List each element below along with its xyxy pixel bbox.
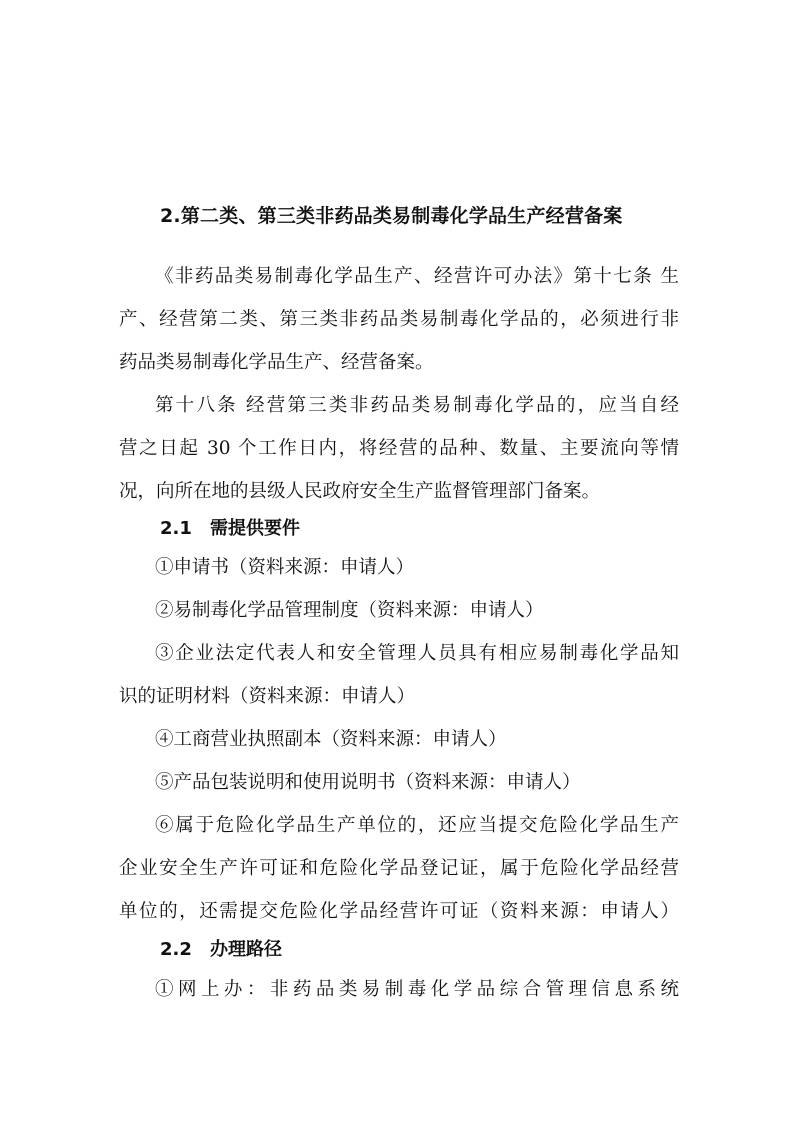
requirement-item-1 bbox=[155, 546, 715, 590]
para2-line3 bbox=[119, 470, 679, 514]
section-heading: 2.第二类、第三类非药品类易制毒化学品生产经营备案 bbox=[160, 205, 623, 227]
para1-line1-text: 《非药品类易制毒化学品生产、经营许可办法》第十七条 生 bbox=[155, 266, 679, 287]
para1-line2-text: 产、经营第二类、第三类非药品类易制毒化学品的，必须进行非 bbox=[119, 309, 679, 330]
requirement-item-2 bbox=[155, 589, 715, 633]
para2-line1-text: 第十八条 经营第三类非药品类易制毒化学品的，应当自经 bbox=[155, 395, 679, 416]
subheading-2-2-title: 办理路径 bbox=[210, 939, 282, 960]
requirement-item-4-text: ④工商营业执照副本（资料来源：申请人） bbox=[155, 729, 507, 750]
para2-line3-text: 况，向所在地的县级人民政府安全生产监督管理部门备案。 bbox=[119, 481, 601, 502]
para1-line3-text: 药品类易制毒化学品生产、经营备案。 bbox=[119, 352, 434, 373]
requirement-item-2-text: ②易制毒化学品管理制度（资料来源：申请人） bbox=[155, 600, 544, 621]
requirement-item-3-line2 bbox=[119, 675, 679, 719]
requirement-item-6-line3 bbox=[119, 890, 679, 934]
para2-line2-text: 营之日起 30 个工作日内，将经营的品种、数量、主要流向等情 bbox=[119, 438, 679, 459]
requirement-item-5-text: ⑤产品包装说明和使用说明书（资料来源：申请人） bbox=[155, 772, 581, 793]
para1-line1 bbox=[155, 255, 679, 299]
requirement-item-3-line2-text: 识的证明材料（资料来源：申请人） bbox=[119, 686, 416, 707]
requirement-item-5 bbox=[155, 761, 715, 805]
requirement-item-6-line2-text: 企业安全生产许可证和危险化学品登记证，属于危险化学品经营 bbox=[119, 858, 679, 879]
requirement-item-6-line2 bbox=[119, 847, 679, 891]
requirement-item-6-line1-text: ⑥属于危险化学品生产单位的，还应当提交危险化学品生产 bbox=[155, 815, 679, 836]
subheading-2-1 bbox=[160, 514, 300, 544]
subheading-2-2-number: 2.2 bbox=[160, 939, 192, 960]
requirement-item-3-line1-text: ③企业法定代表人和安全管理人员具有相应易制毒化学品知 bbox=[155, 643, 679, 664]
subheading-2-1-title: 需提供要件 bbox=[210, 518, 300, 539]
para1-line3 bbox=[119, 341, 679, 385]
route-item-1 bbox=[155, 968, 679, 1012]
subheading-2-1-number: 2.1 bbox=[160, 518, 192, 539]
para2-line1 bbox=[155, 384, 679, 428]
route-item-1-text: ①网上办：非药品类易制毒化学品综合管理信息系统 bbox=[155, 979, 679, 1000]
requirement-item-6-line3-text: 单位的，还需提交危险化学品经营许可证（资料来源：申请人） bbox=[119, 901, 679, 922]
requirement-item-4 bbox=[155, 718, 715, 762]
para2-line2 bbox=[119, 427, 679, 471]
requirement-item-3-line1 bbox=[155, 632, 679, 676]
requirement-item-1-text: ①申请书（资料来源：申请人） bbox=[155, 557, 415, 578]
subheading-2-2 bbox=[160, 935, 282, 965]
requirement-item-6-line1 bbox=[155, 804, 679, 848]
para1-line2 bbox=[119, 298, 679, 342]
